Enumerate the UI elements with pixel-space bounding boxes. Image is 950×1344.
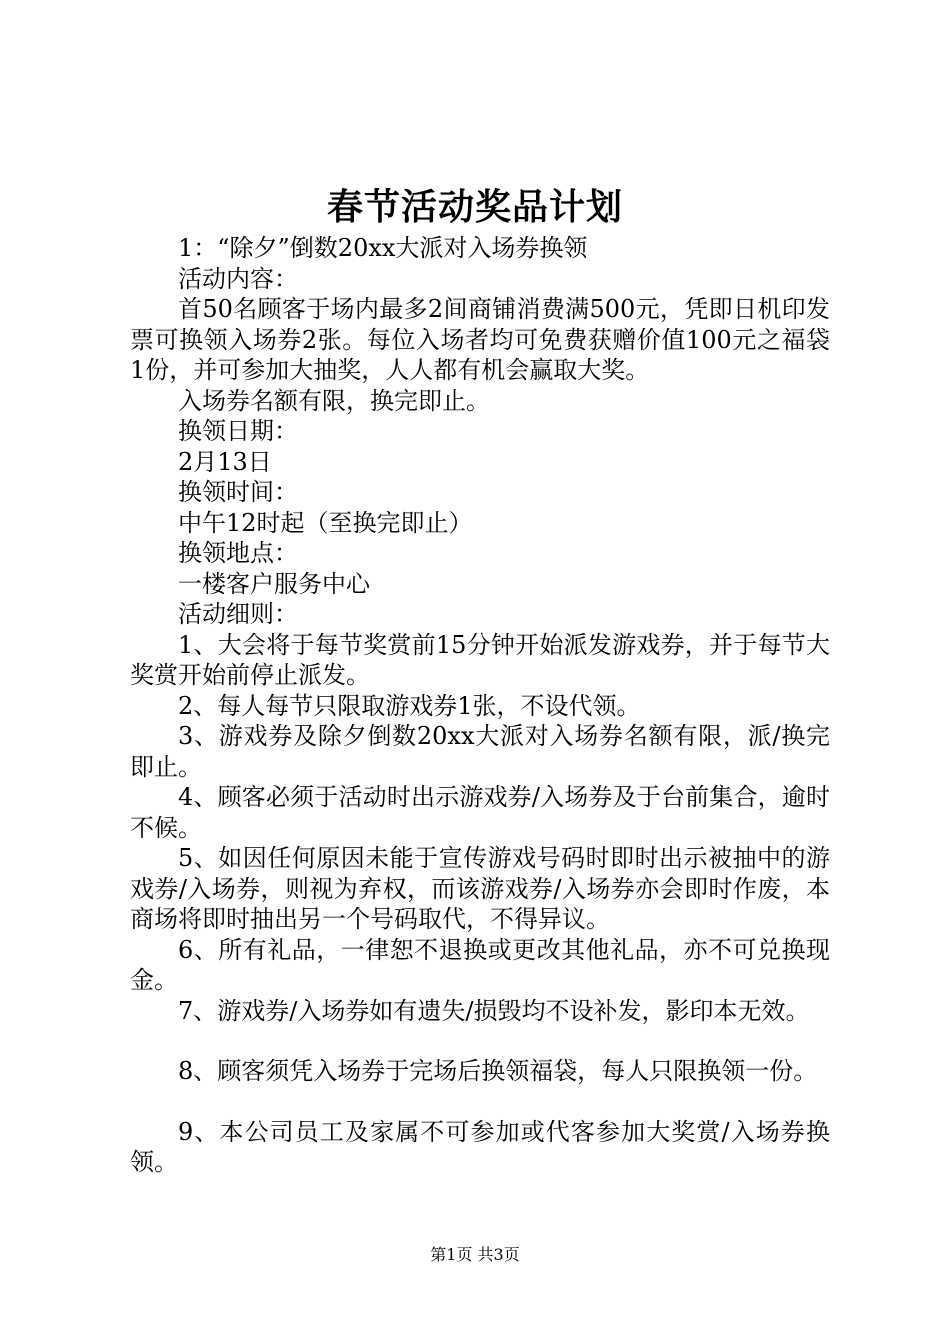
paragraph-rule-8: 8、顾客须凭入场券于完场后换领福袋，每人只限换领一份。 xyxy=(178,1057,818,1085)
paragraph-rule-3: 3、游戏券及除夕倒数20xx大派对入场券名额有限，派/换完即止。 xyxy=(130,722,830,781)
paragraph-rules-label: 活动细则： xyxy=(178,600,298,628)
paragraph-rule-4: 4、顾客必须于活动时出示游戏券/入场券及于台前集合，逾时不候。 xyxy=(130,783,830,842)
paragraph-redeem-date: 2月13日 xyxy=(178,447,272,476)
document-title: 春节活动奖品计划 xyxy=(326,186,623,228)
paragraph-redeem-location-label: 换领地点： xyxy=(178,539,298,567)
paragraph-rule-5: 5、如因任何原因未能于宣传游戏号码时即时出示被抽中的游戏券/入场券，则视为弃权，而该游戏券/入场券亦会即时作废，本商场将即时抽出另一个号码取代，不得异议。 xyxy=(130,844,830,933)
paragraph-rule-6: 6、所有礼品，一律恕不退换或更改其他礼品，亦不可兑换现金。 xyxy=(130,935,830,994)
paragraph-rule-7: 7、游戏券/入场券如有遗失/损毁均不设补发，影印本无效。 xyxy=(178,996,810,1025)
paragraph-heading-1: 1：“除夕”倒数20xx大派对入场券换领 xyxy=(178,234,588,262)
page-footer: 第1页 共3页 xyxy=(430,1245,520,1264)
paragraph-redeem-date-label: 换领日期： xyxy=(178,417,298,445)
paragraph-redeem-time: 中午12时起（至换完即止） xyxy=(178,508,473,537)
document-body xyxy=(130,233,830,1178)
paragraph-limited-quota: 入场券名额有限，换完即止。 xyxy=(178,386,490,415)
paragraph-rule-1: 1、大会将于每节奖赏前15分钟开始派发游戏券，并于每节大奖赏开始前停止派发。 xyxy=(130,630,830,689)
paragraph-redeem-time-label: 换领时间： xyxy=(178,478,298,506)
paragraph-rule-9: 9、本公司员工及家属不可参加或代客参加大奖赏/入场券换领。 xyxy=(130,1117,830,1176)
paragraph-activity-content-label: 活动内容： xyxy=(178,264,298,293)
paragraph-redeem-location: 一楼客户服务中心 xyxy=(178,569,370,598)
paragraph-activity-content: 首50名顾客于场内最多2间商铺消费满500元，凭即日机印发票可换领入场券2张。每位入场者均可免费获赠价值100元之福袋1份，并可参加大抽奖，人人都有机会赢取大奖。 xyxy=(130,295,830,384)
paragraph-rule-2: 2、每人每节只限取游戏券1张，不设代领。 xyxy=(178,691,641,720)
